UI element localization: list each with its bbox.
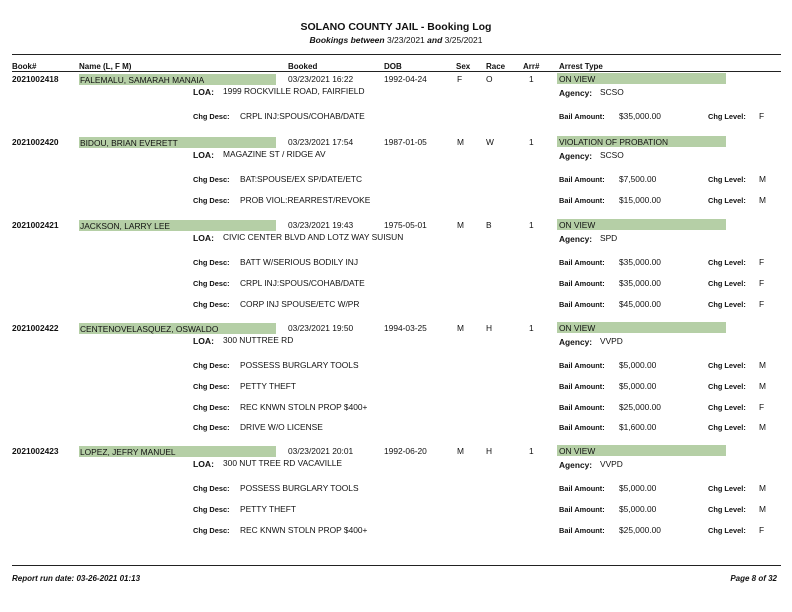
col-book: Book# <box>12 62 37 71</box>
bail-amount: $25,000.00 <box>619 402 661 412</box>
charge-level-label: Chg Level: <box>708 300 746 309</box>
col-sex: Sex <box>456 62 471 71</box>
bail-amount-label: Bail Amount: <box>559 300 605 309</box>
booking-number: 2021002418 <box>12 74 59 84</box>
charge-description: BAT:SPOUSE/EX SP/DATE/ETC <box>240 174 363 184</box>
charge-level-label: Chg Level: <box>708 505 746 514</box>
charge-description: POSSESS BURGLARY TOOLS <box>240 360 359 370</box>
bail-amount: $35,000.00 <box>619 111 661 121</box>
charge-desc-label: Chg Desc: <box>193 175 230 184</box>
col-arrest-type: Arrest Type <box>559 62 603 71</box>
date-of-birth: 1992-04-24 <box>384 74 427 84</box>
charge-level-label: Chg Level: <box>708 258 746 267</box>
bail-amount-label: Bail Amount: <box>559 382 605 391</box>
charge-level-label: Chg Level: <box>708 484 746 493</box>
charge-level-label: Chg Level: <box>708 279 746 288</box>
agency: SCSO <box>600 87 624 97</box>
bail-amount: $15,000.00 <box>619 195 661 205</box>
charge-desc-label: Chg Desc: <box>193 526 230 535</box>
charge-description: BATT W/SERIOUS BODILY INJ <box>240 257 359 267</box>
charge-desc-label: Chg Desc: <box>193 403 230 412</box>
charge-level-label: Chg Level: <box>708 382 746 391</box>
bail-amount: $5,000.00 <box>619 483 657 493</box>
race: H <box>486 446 493 456</box>
bail-amount: $5,000.00 <box>619 504 657 514</box>
booking-number: 2021002420 <box>12 137 59 147</box>
charge-level: F <box>759 278 765 288</box>
booking-number: 2021002421 <box>12 220 59 230</box>
report-title: SOLANO COUNTY JAIL - Booking Log <box>300 21 492 33</box>
charge-level: F <box>759 111 765 121</box>
bail-amount-label: Bail Amount: <box>559 505 605 514</box>
header-top-rule <box>12 54 781 55</box>
booking-number: 2021002423 <box>12 446 59 456</box>
charge-level: F <box>759 257 765 267</box>
col-dob: DOB <box>384 62 402 71</box>
loa-label: LOA: <box>193 150 215 160</box>
booked-datetime: 03/23/2021 16:22 <box>288 74 354 84</box>
charge-level: F <box>759 402 765 412</box>
header-bottom-rule <box>12 71 781 72</box>
col-race: Race <box>486 62 506 71</box>
bail-amount-label: Bail Amount: <box>559 112 605 121</box>
charge-level-label: Chg Level: <box>708 112 746 121</box>
charge-desc-label: Chg Desc: <box>193 279 230 288</box>
location-of-arrest: CIVIC CENTER BLVD AND LOTZ WAY SUISUN <box>223 232 404 242</box>
charge-description: POSSESS BURGLARY TOOLS <box>240 483 359 493</box>
start-date: 3/23/2021 <box>386 35 425 45</box>
charge-desc-label: Chg Desc: <box>193 196 230 205</box>
charge-description: CRPL INJ:SPOUS/COHAB/DATE <box>240 111 365 121</box>
agency-label: Agency: <box>559 460 593 470</box>
bail-amount-label: Bail Amount: <box>559 526 605 535</box>
inmate-name: FALEMALU, SAMARAH MANAIA <box>80 75 205 85</box>
agency-label: Agency: <box>559 234 593 244</box>
booked-datetime: 03/23/2021 17:54 <box>288 137 354 147</box>
location-of-arrest: MAGAZINE ST / RIDGE AV <box>223 149 326 159</box>
booked-datetime: 03/23/2021 19:50 <box>288 323 354 333</box>
bail-amount-label: Bail Amount: <box>559 279 605 288</box>
inmate-name: CENTENOVELASQUEZ, OSWALDO <box>80 324 219 334</box>
charge-desc-label: Chg Desc: <box>193 112 230 121</box>
arrest-type: ON VIEW <box>559 220 596 230</box>
sex: F <box>457 74 463 84</box>
bail-amount-label: Bail Amount: <box>559 403 605 412</box>
end-date: 3/25/2021 <box>444 35 483 45</box>
charge-level-label: Chg Level: <box>708 361 746 370</box>
bail-amount: $5,000.00 <box>619 360 657 370</box>
charge-level: F <box>759 299 765 309</box>
charge-level: M <box>759 195 766 205</box>
charge-level: M <box>759 504 766 514</box>
charge-level-label: Chg Level: <box>708 175 746 184</box>
date-of-birth: 1992-06-20 <box>384 446 427 456</box>
bail-amount: $35,000.00 <box>619 257 661 267</box>
inmate-name: BIDOU, BRIAN EVERETT <box>80 138 178 148</box>
agency-label: Agency: <box>559 337 593 347</box>
charge-level: M <box>759 360 766 370</box>
report-run-date: Report run date: 03-26-2021 01:13 <box>12 574 141 583</box>
bail-amount-label: Bail Amount: <box>559 258 605 267</box>
charge-description: CRPL INJ:SPOUS/COHAB/DATE <box>240 278 365 288</box>
charge-desc-label: Chg Desc: <box>193 300 230 309</box>
charge-level: F <box>759 525 765 535</box>
loa-label: LOA: <box>193 336 215 346</box>
inmate-name: LOPEZ, JEFRY MANUEL <box>80 447 176 457</box>
loa-label: LOA: <box>193 459 215 469</box>
sex: M <box>457 137 464 147</box>
race: O <box>486 74 493 84</box>
arrest-type: VIOLATION OF PROBATION <box>559 137 669 147</box>
booking-number: 2021002422 <box>12 323 59 333</box>
subtitle-prefix: Bookings between <box>309 35 385 45</box>
arrest-count: 1 <box>529 137 534 147</box>
bail-amount-label: Bail Amount: <box>559 196 605 205</box>
charge-desc-label: Chg Desc: <box>193 382 230 391</box>
date-of-birth: 1994-03-25 <box>384 323 427 333</box>
location-of-arrest: 300 NUTTREE RD <box>223 335 294 345</box>
location-of-arrest: 300 NUT TREE RD VACAVILLE <box>223 458 342 468</box>
charge-level-label: Chg Level: <box>708 423 746 432</box>
location-of-arrest: 1999 ROCKVILLE ROAD, FAIRFIELD <box>223 86 365 96</box>
charge-desc-label: Chg Desc: <box>193 258 230 267</box>
arrest-count: 1 <box>529 323 534 333</box>
bail-amount: $35,000.00 <box>619 278 661 288</box>
charge-description: PETTY THEFT <box>240 381 296 391</box>
arrest-type: ON VIEW <box>559 323 596 333</box>
bail-amount: $1,600.00 <box>619 422 657 432</box>
bail-amount-label: Bail Amount: <box>559 175 605 184</box>
col-arr: Arr# <box>523 62 540 71</box>
loa-label: LOA: <box>193 233 215 243</box>
subtitle-and: and <box>427 35 443 45</box>
agency: SPD <box>600 233 618 243</box>
charge-level-label: Chg Level: <box>708 403 746 412</box>
arrest-type: ON VIEW <box>559 446 596 456</box>
charge-description: REC KNWN STOLN PROP $400+ <box>240 402 368 412</box>
charge-level: M <box>759 483 766 493</box>
charge-level: M <box>759 422 766 432</box>
sex: M <box>457 323 464 333</box>
bail-amount: $45,000.00 <box>619 299 661 309</box>
bail-amount: $25,000.00 <box>619 525 661 535</box>
agency: SCSO <box>600 150 624 160</box>
inmate-name: JACKSON, LARRY LEE <box>80 221 170 231</box>
charge-desc-label: Chg Desc: <box>193 423 230 432</box>
charge-level-label: Chg Level: <box>708 526 746 535</box>
page-number: Page 8 of 32 <box>730 574 777 583</box>
date-of-birth: 1975-05-01 <box>384 220 427 230</box>
charge-description: PROB VIOL:REARREST/REVOKE <box>240 195 371 205</box>
report-subtitle <box>0 35 792 45</box>
bail-amount-label: Bail Amount: <box>559 484 605 493</box>
race: B <box>486 220 492 230</box>
sex: M <box>457 446 464 456</box>
bail-amount-label: Bail Amount: <box>559 423 605 432</box>
footer-rule <box>12 565 781 566</box>
sex: M <box>457 220 464 230</box>
loa-label: LOA: <box>193 87 215 97</box>
charge-desc-label: Chg Desc: <box>193 361 230 370</box>
booked-datetime: 03/23/2021 20:01 <box>288 446 354 456</box>
agency-label: Agency: <box>559 88 593 98</box>
race: H <box>486 323 493 333</box>
charge-level: M <box>759 381 766 391</box>
agency: VVPD <box>600 336 623 346</box>
charge-desc-label: Chg Desc: <box>193 505 230 514</box>
bail-amount-label: Bail Amount: <box>559 361 605 370</box>
bail-amount: $7,500.00 <box>619 174 657 184</box>
charge-level: M <box>759 174 766 184</box>
charge-level-label: Chg Level: <box>708 196 746 205</box>
charge-description: REC KNWN STOLN PROP $400+ <box>240 525 368 535</box>
col-booked: Booked <box>288 62 318 71</box>
charge-description: CORP INJ SPOUSE/ETC W/PR <box>240 299 360 309</box>
arrest-count: 1 <box>529 446 534 456</box>
charge-desc-label: Chg Desc: <box>193 484 230 493</box>
agency-label: Agency: <box>559 151 593 161</box>
col-name: Name (L, F M) <box>79 62 132 71</box>
race: W <box>486 137 494 147</box>
arrest-count: 1 <box>529 220 534 230</box>
charge-description: DRIVE W/O LICENSE <box>240 422 323 432</box>
arrest-count: 1 <box>529 74 534 84</box>
booked-datetime: 03/23/2021 19:43 <box>288 220 354 230</box>
date-of-birth: 1987-01-05 <box>384 137 427 147</box>
agency: VVPD <box>600 459 623 469</box>
charge-description: PETTY THEFT <box>240 504 296 514</box>
arrest-type: ON VIEW <box>559 74 596 84</box>
bail-amount: $5,000.00 <box>619 381 657 391</box>
